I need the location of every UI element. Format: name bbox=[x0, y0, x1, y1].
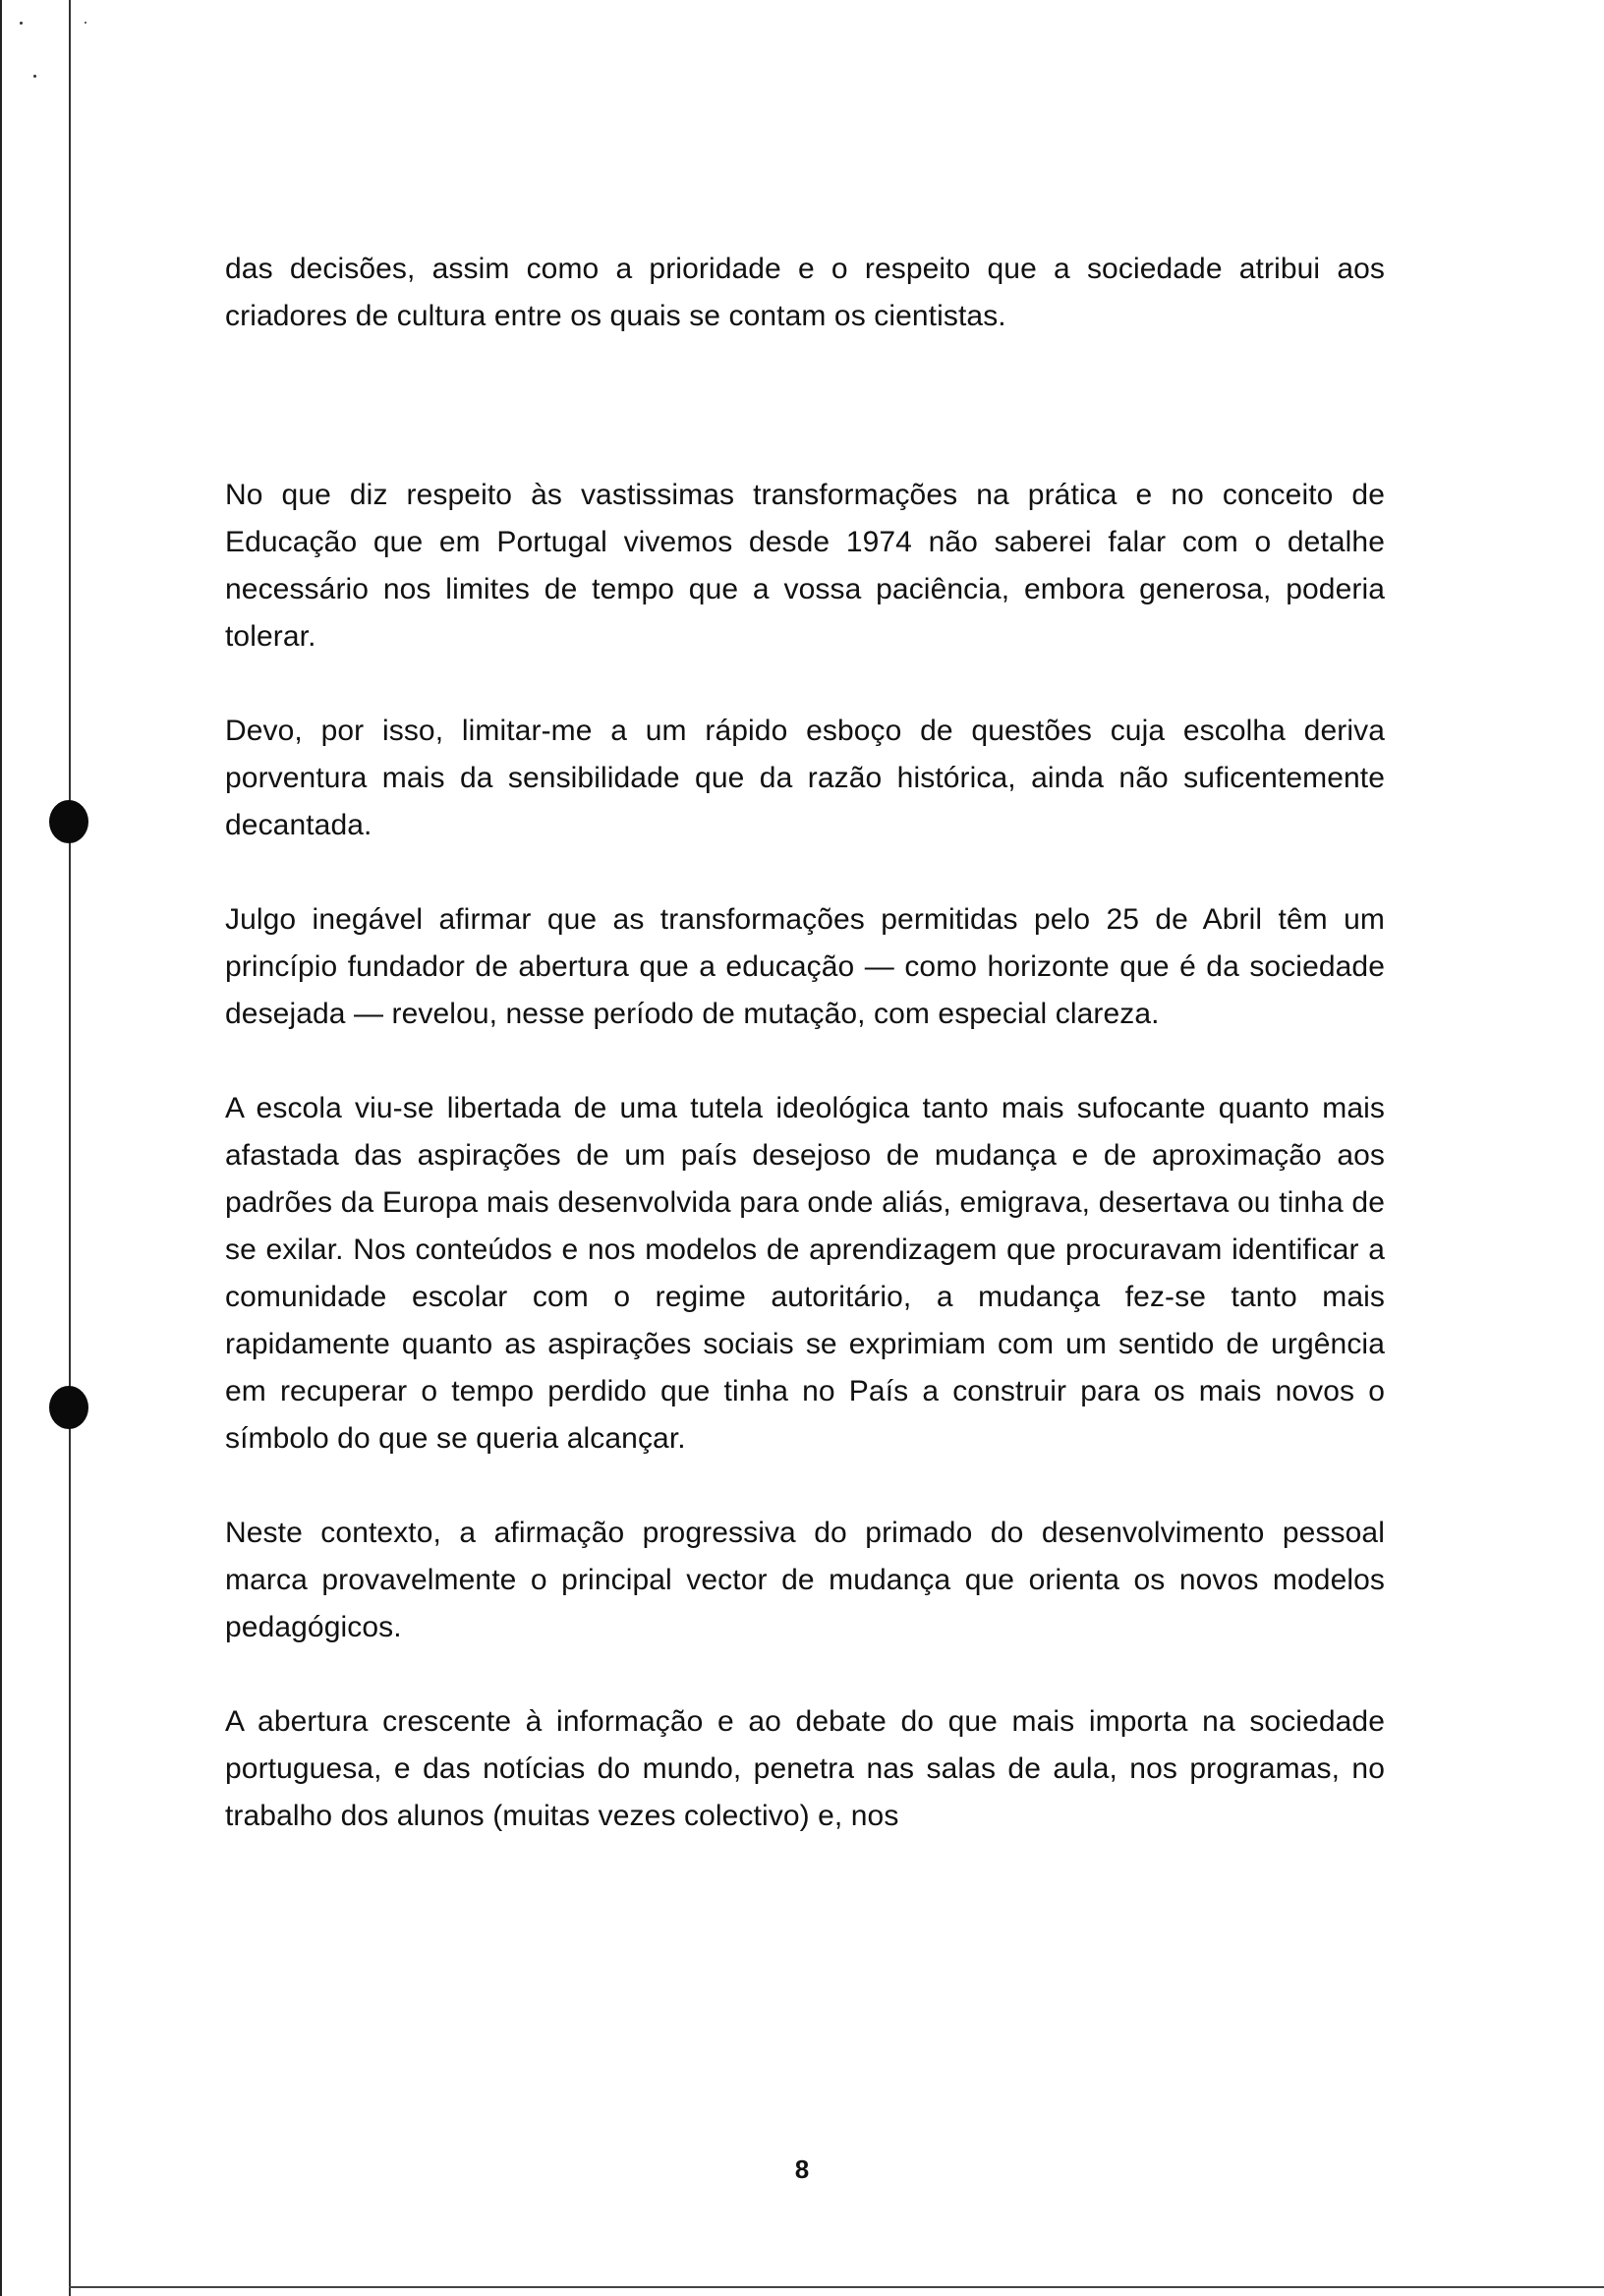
paragraph-25-de-abril: Julgo inegável afirmar que as transformações permitidas pelo 25 de Abril têm um princípio fundador de abertura que a educação — como horizonte que é da sociedade desejada — revelou, nesse período de mutação, com especial clareza. bbox=[225, 903, 1385, 1030]
scan-speck bbox=[20, 22, 23, 25]
document-body bbox=[225, 246, 1385, 1840]
paragraph-brief-sketch: Devo, por isso, limitar-me a um rápido esboço de questões cuja escolha deriva porventura mais da sensibilidade que da razão histórica, ainda não suficentemente decantada. bbox=[225, 715, 1385, 841]
punch-hole-bottom bbox=[49, 1386, 88, 1429]
paragraph-personal-development: Neste contexto, a afirmação progressiva do primado do desenvolvimento pessoal marca provavelmente o principal vector de mudança que orienta os novos modelos pedagógicos. bbox=[225, 1517, 1385, 1643]
binding-margin-line bbox=[69, 0, 71, 2296]
scan-speck bbox=[33, 75, 36, 78]
scan-speck bbox=[85, 22, 86, 24]
scan-bottom-edge bbox=[69, 2286, 1604, 2288]
paragraph-continuation: das decisões, assim como a prioridade e o respeito que a sociedade atribui aos criadores de cultura entre os quais se contam os cientistas. bbox=[225, 253, 1385, 332]
page-number: 8 bbox=[794, 2154, 810, 2184]
paragraph-school-liberated: A escola viu-se libertada de uma tutela ideológica tanto mais sufocante quanto mais afastada das aspirações de um país desejoso de mudança e de aproximação aos padrões da Europa mais desenvolvida para onde aliás, emigrava, desertava ou tinha de se exilar. Nos conteúdos e nos modelos de aprendizagem que procuravam identificar a comunidade escolar com o regime autoritário, a mudança fez-se tanto mais rapidamente quanto as aspirações sociais se exprimiam com um sentido de urgência em recuperar o tempo perdido que tinha no País a construir para os mais novos o símbolo do que se queria alcançar. bbox=[225, 1092, 1385, 1455]
punch-hole-top bbox=[49, 800, 88, 843]
paragraph-openness-information: A abertura crescente à informação e ao debate do que mais importa na sociedade portuguesa, e das notícias do mundo, penetra nas salas de aula, nos programas, no trabalho dos alunos (muitas vezes colectivo) e, nos bbox=[225, 1705, 1385, 1832]
paragraph-education-transformations: No que diz respeito às vastissimas transformações na prática e no conceito de Educação que em Portugal vivemos desde 1974 não saberei falar com o detalhe necessário nos limites de tempo que a vossa paciência, embora generosa, poderia tolerar. bbox=[225, 479, 1385, 653]
scan-left-edge bbox=[0, 0, 2, 2296]
